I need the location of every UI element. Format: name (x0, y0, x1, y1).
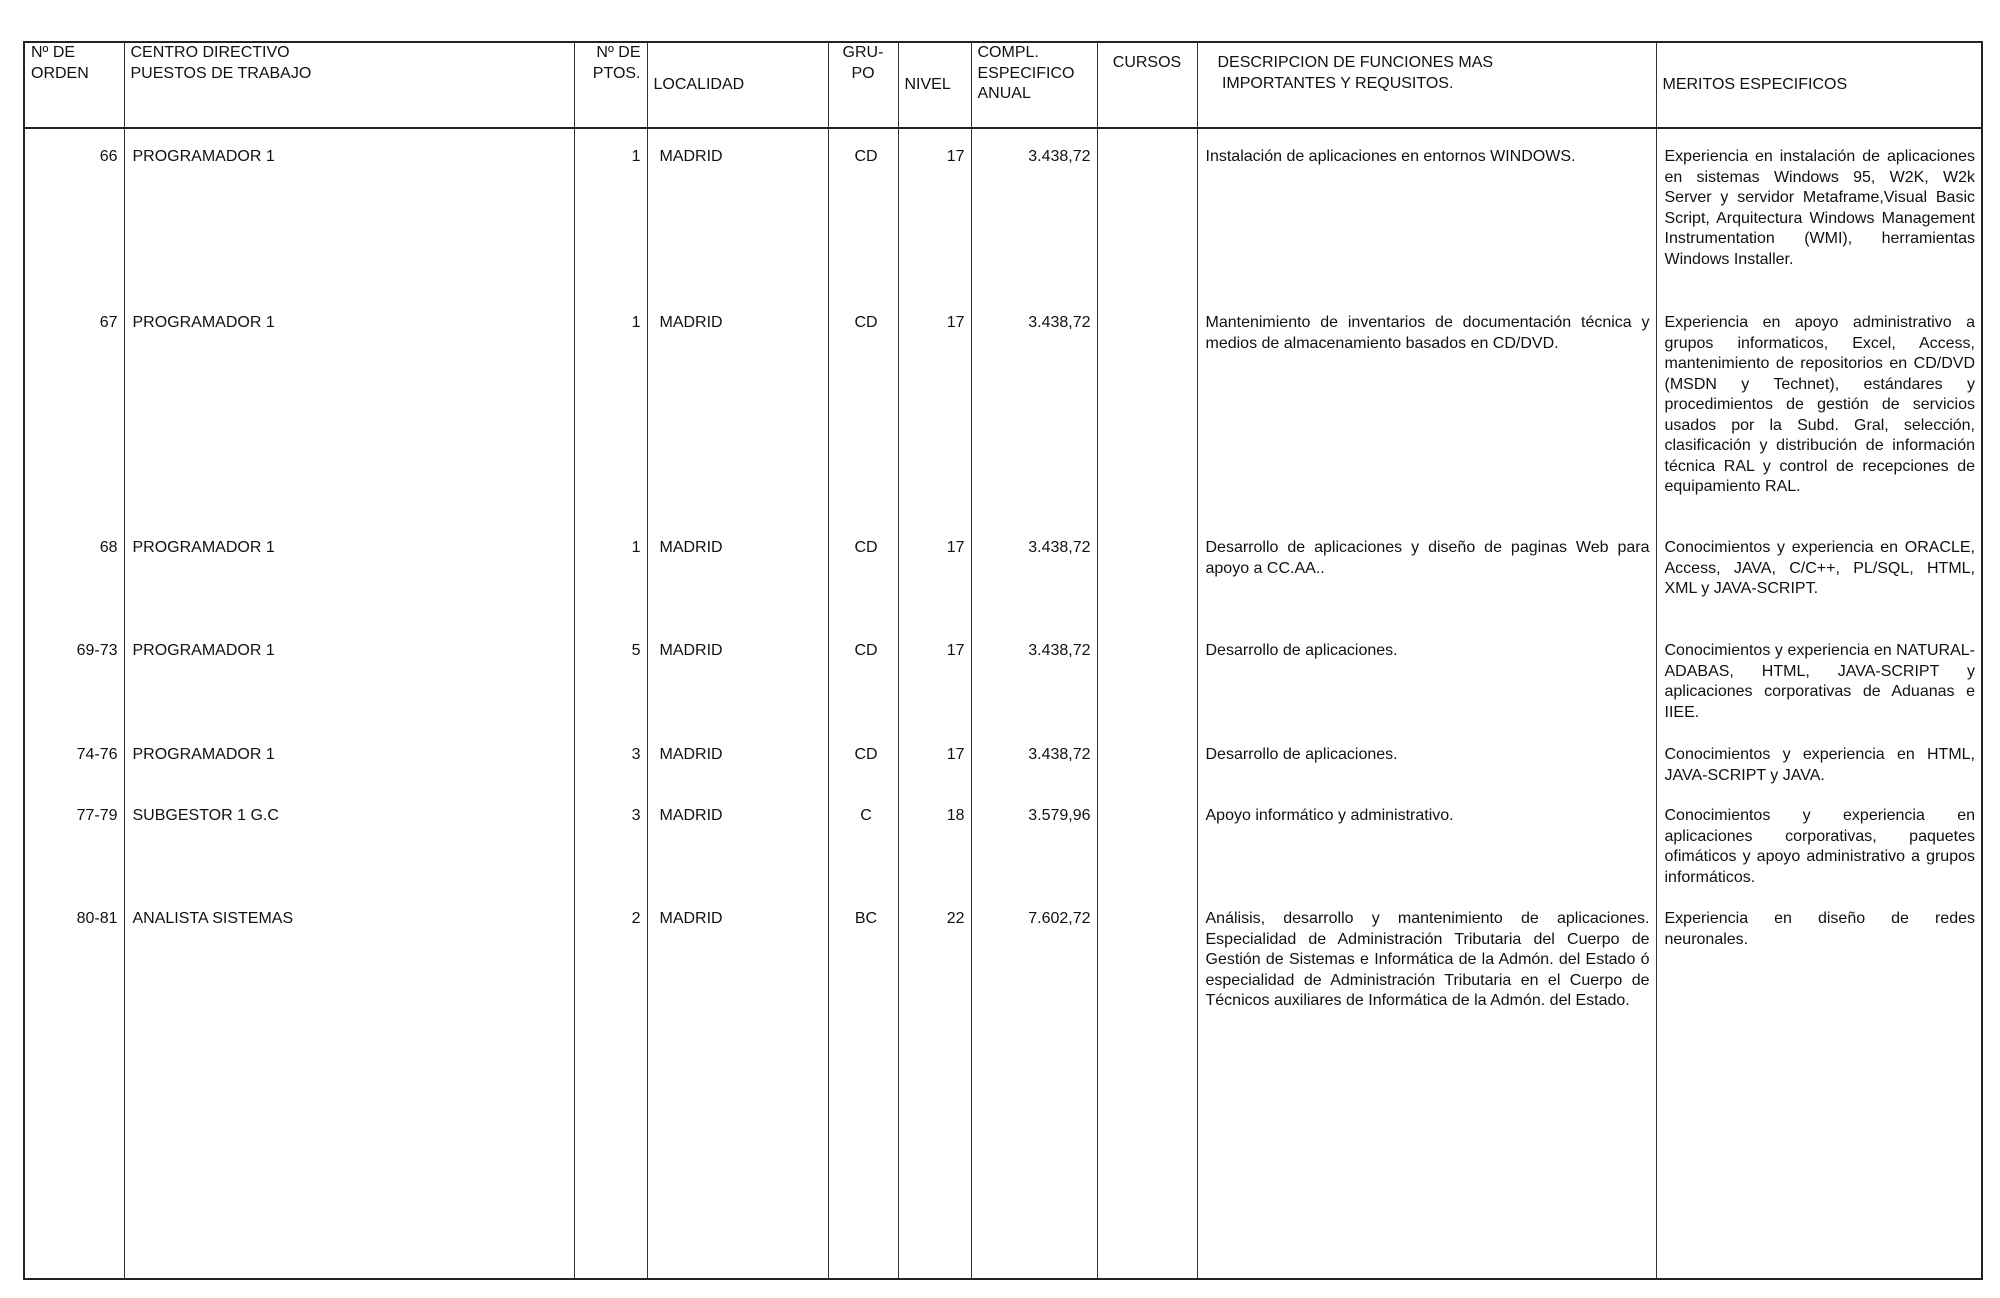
cell-nivel: 18 (898, 788, 971, 891)
puestos-table (23, 41, 1983, 1280)
cell-ptos: 5 (574, 623, 647, 727)
cell-puesto: PROGRAMADOR 1 (124, 727, 574, 788)
cell-ptos: 2 (574, 891, 647, 1279)
cell-ptos: 1 (574, 295, 647, 520)
cell-meritos: Experiencia en apoyo administrativo a grupos informaticos, Excel, Access, mantenimiento de repositorios en CD/DVD (MSDN y Technet), estándares y procedimientos de gestión de servicios usados por la Subd. Gral, selección, clasificación y distribución de información técnica RAL y control de recepciones de equipamiento RAL. (1656, 295, 1982, 520)
cell-orden: 74-76 (24, 727, 124, 788)
cell-descripcion: Apoyo informático y administrativo. (1197, 788, 1656, 891)
table-row (24, 891, 1982, 1279)
cell-puesto: SUBGESTOR 1 G.C (124, 788, 574, 891)
cell-puesto: ANALISTA SISTEMAS (124, 891, 574, 1279)
cell-meritos: Conocimientos y experiencia en HTML, JAVA-SCRIPT y JAVA. (1656, 727, 1982, 788)
cell-ptos: 3 (574, 788, 647, 891)
cell-compl: 3.579,96 (971, 788, 1097, 891)
cell-descripcion: Desarrollo de aplicaciones. (1197, 623, 1656, 727)
cell-orden: 67 (24, 295, 124, 520)
cell-localidad: MADRID (647, 891, 828, 1279)
cell-cursos (1097, 128, 1197, 295)
cell-localidad: MADRID (647, 727, 828, 788)
header-nivel: NIVEL (898, 42, 971, 128)
cell-puesto: PROGRAMADOR 1 (124, 623, 574, 727)
table-row (24, 128, 1982, 295)
cell-cursos (1097, 623, 1197, 727)
cell-compl: 3.438,72 (971, 623, 1097, 727)
header-meritos: MERITOS ESPECIFICOS (1656, 42, 1982, 128)
cell-meritos: Conocimientos y experiencia en NATURAL-ADABAS, HTML, JAVA-SCRIPT y aplicaciones corporativas de Aduanas e IIEE. (1656, 623, 1982, 727)
header-localidad: LOCALIDAD (647, 42, 828, 128)
header-row (24, 42, 1982, 128)
header-orden: Nº DE ORDEN (24, 42, 124, 128)
cell-localidad: MADRID (647, 295, 828, 520)
cell-cursos (1097, 727, 1197, 788)
header-cursos: CURSOS (1097, 42, 1197, 128)
cell-nivel: 17 (898, 623, 971, 727)
cell-descripcion: Instalación de aplicaciones en entornos WINDOWS. (1197, 128, 1656, 295)
cell-descripcion: Mantenimiento de inventarios de documentación técnica y medios de almacenamiento basados en CD/DVD. (1197, 295, 1656, 520)
cell-grupo: CD (828, 295, 898, 520)
cell-localidad: MADRID (647, 128, 828, 295)
cell-grupo: CD (828, 727, 898, 788)
cell-puesto: PROGRAMADOR 1 (124, 295, 574, 520)
cell-nivel: 17 (898, 295, 971, 520)
cell-orden: 80-81 (24, 891, 124, 1279)
cell-descripcion: Desarrollo de aplicaciones. (1197, 727, 1656, 788)
table-row (24, 520, 1982, 623)
cell-cursos (1097, 520, 1197, 623)
cell-meritos: Conocimientos y experiencia en ORACLE, Access, JAVA, C/C++, PL/SQL, HTML, XML y JAVA-SCRIPT. (1656, 520, 1982, 623)
header-descripcion: DESCRIPCION DE FUNCIONES MAS IMPORTANTES Y REQUSITOS. (1197, 42, 1656, 128)
cell-descripcion: Desarrollo de aplicaciones y diseño de paginas Web para apoyo a CC.AA.. (1197, 520, 1656, 623)
cell-meritos: Experiencia en diseño de redes neuronales. (1656, 891, 1982, 1279)
cell-grupo: CD (828, 128, 898, 295)
cell-orden: 69-73 (24, 623, 124, 727)
cell-compl: 7.602,72 (971, 891, 1097, 1279)
table-row (24, 727, 1982, 788)
header-ptos: Nº DE PTOS. (574, 42, 647, 128)
cell-grupo: CD (828, 623, 898, 727)
cell-nivel: 22 (898, 891, 971, 1279)
cell-localidad: MADRID (647, 520, 828, 623)
cell-compl: 3.438,72 (971, 520, 1097, 623)
cell-grupo: C (828, 788, 898, 891)
cell-nivel: 17 (898, 128, 971, 295)
cell-puesto: PROGRAMADOR 1 (124, 128, 574, 295)
cell-grupo: BC (828, 891, 898, 1279)
cell-cursos (1097, 295, 1197, 520)
cell-localidad: MADRID (647, 623, 828, 727)
table-row (24, 623, 1982, 727)
cell-orden: 77-79 (24, 788, 124, 891)
cell-ptos: 3 (574, 727, 647, 788)
cell-cursos (1097, 891, 1197, 1279)
table-row (24, 788, 1982, 891)
cell-nivel: 17 (898, 727, 971, 788)
cell-descripcion: Análisis, desarrollo y mantenimiento de aplicaciones. Especialidad de Administración Tributaria del Cuerpo de Gestión de Sistemas e Informática de la Admón. del Estado ó especialidad de Administración Tributaria en el Cuerpo de Técnicos auxiliares de Informática de la Admón. del Estado. (1197, 891, 1656, 1279)
cell-compl: 3.438,72 (971, 128, 1097, 295)
cell-cursos (1097, 788, 1197, 891)
table-row (24, 295, 1982, 520)
cell-localidad: MADRID (647, 788, 828, 891)
cell-ptos: 1 (574, 520, 647, 623)
cell-puesto: PROGRAMADOR 1 (124, 520, 574, 623)
header-grupo: GRU- PO (828, 42, 898, 128)
cell-ptos: 1 (574, 128, 647, 295)
cell-meritos: Conocimientos y experiencia en aplicaciones corporativas, paquetes ofimáticos y apoyo administrativo a grupos informáticos. (1656, 788, 1982, 891)
cell-compl: 3.438,72 (971, 727, 1097, 788)
header-centro: CENTRO DIRECTIVO PUESTOS DE TRABAJO (124, 42, 574, 128)
cell-orden: 66 (24, 128, 124, 295)
cell-orden: 68 (24, 520, 124, 623)
cell-meritos: Experiencia en instalación de aplicaciones en sistemas Windows 95, W2K, W2k Server y servidor Metaframe,Visual Basic Script, Arquitectura Windows Management Instrumentation (WMI), herramientas Windows Installer. (1656, 128, 1982, 295)
cell-grupo: CD (828, 520, 898, 623)
cell-nivel: 17 (898, 520, 971, 623)
cell-compl: 3.438,72 (971, 295, 1097, 520)
header-compl: COMPL. ESPECIFICO ANUAL (971, 42, 1097, 128)
